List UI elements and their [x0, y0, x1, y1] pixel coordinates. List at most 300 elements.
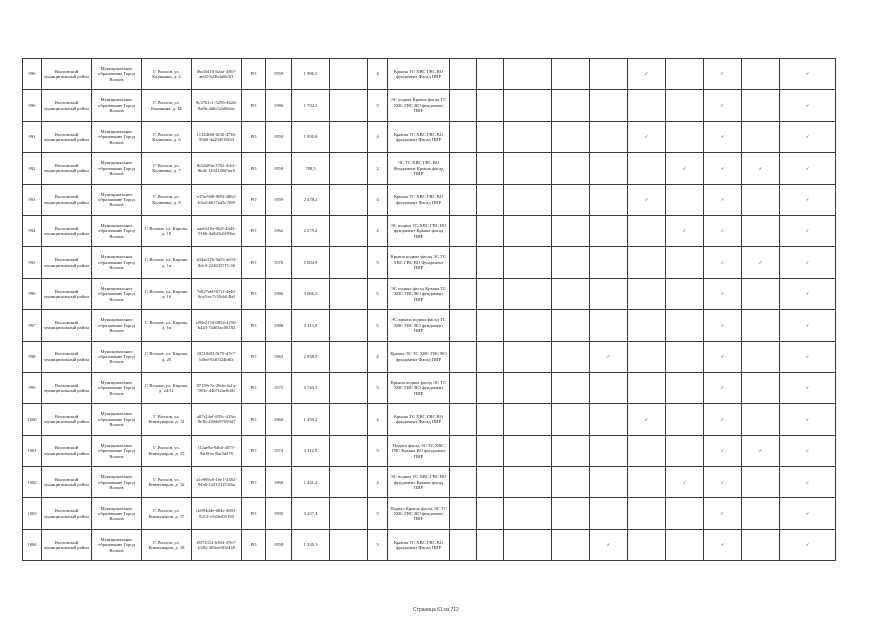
empty-cell — [742, 310, 780, 341]
address-cell: Г. Волхов, ул. Кирова, д. 24/11 — [142, 372, 192, 403]
empty-cell — [330, 278, 368, 309]
fund-form-cell: РО — [242, 372, 266, 403]
empty-cell — [590, 467, 628, 498]
build-year-cell: 1974 — [266, 435, 292, 466]
check-mark-cell — [780, 529, 836, 560]
empty-cell — [742, 90, 780, 121]
check-mark-cell — [704, 59, 742, 90]
check-mark-icon: ✓ — [805, 197, 810, 203]
address-cell: Г. Волхов, ул. Кирова, д. 18 — [142, 215, 192, 246]
empty-cell — [477, 121, 504, 152]
check-mark-cell — [704, 121, 742, 152]
building-code-cell: 8c37b1c1-5256-462d-8a8b-4d6c52a062ac — [192, 90, 242, 121]
check-mark-icon: ✓ — [720, 102, 725, 108]
check-mark-icon: ✓ — [758, 165, 763, 171]
check-mark-cell — [780, 278, 836, 309]
district-cell: Волховский муниципальный район — [42, 59, 92, 90]
check-mark-icon: ✓ — [644, 71, 649, 77]
empty-cell — [450, 341, 477, 372]
empty-cell — [450, 215, 477, 246]
table-row — [23, 529, 836, 560]
check-mark-icon: ✓ — [720, 165, 725, 171]
row-number-cell: 996 — [23, 278, 42, 309]
building-code-cell: fb32a09a-3702-4cb1-8b4f-1434140d5ee5 — [192, 153, 242, 184]
empty-cell — [628, 90, 666, 121]
empty-cell — [450, 59, 477, 90]
empty-cell — [450, 435, 477, 466]
empty-cell — [590, 498, 628, 529]
empty-cell — [552, 90, 590, 121]
fund-form-cell: РО — [242, 184, 266, 215]
empty-cell — [504, 153, 552, 184]
building-code-cell: cb994d4e-d04e-4693-8213-c5d4ef05194 — [192, 498, 242, 529]
empty-cell — [552, 372, 590, 403]
area-cell: 2 058,9 — [292, 341, 330, 372]
settlement-cell: Муниципальное образование Город Волхов — [92, 529, 142, 560]
building-code-cell: e98e2134-0854-4250-b443-7ad03ac08182 — [192, 310, 242, 341]
settlement-cell: Муниципальное образование Город Волхов — [92, 153, 142, 184]
works-list-cell: ЭС подвал ТС ХВС ГВС ВО фундамент Крыша фасад ПИР — [388, 467, 450, 498]
empty-cell — [504, 498, 552, 529]
table-row — [23, 467, 836, 498]
empty-cell — [504, 59, 552, 90]
district-cell: Волховский муниципальный район — [42, 372, 92, 403]
empty-cell — [628, 310, 666, 341]
check-mark-icon: ✓ — [720, 354, 725, 359]
empty-cell — [552, 467, 590, 498]
check-mark-icon: ✓ — [720, 134, 725, 140]
row-number-cell: 997 — [23, 310, 42, 341]
district-cell: Волховский муниципальный район — [42, 153, 92, 184]
check-mark-icon: ✓ — [720, 416, 725, 422]
table-row — [23, 90, 836, 121]
empty-cell — [330, 529, 368, 560]
address-cell: Г. Волхов, ул. Кирова, д. 1в — [142, 310, 192, 341]
building-code-cell: a87a14ef-d35c-419a-8e3b-449de97059d7 — [192, 404, 242, 435]
empty-cell — [504, 121, 552, 152]
empty-cell — [477, 498, 504, 529]
empty-cell — [330, 310, 368, 341]
building-code-cell: 7e027eb0-87cf-4a40-8ca5-ec7c59da14b0 — [192, 278, 242, 309]
floors-cell: 4 — [368, 215, 388, 246]
empty-cell — [504, 529, 552, 560]
check-mark-icon: ✓ — [720, 322, 725, 328]
check-mark-cell — [704, 404, 742, 435]
empty-cell — [450, 529, 477, 560]
empty-cell — [742, 372, 780, 403]
address-cell: Г. Волхов, ул. Коммунаров, д. 15 — [142, 435, 192, 466]
row-number-cell: 1000 — [23, 404, 42, 435]
address-cell: Г. Волхов, ул. Кирова, д. 16 — [142, 278, 192, 309]
check-mark-icon: ✓ — [805, 165, 810, 171]
area-cell: 788,5 — [292, 153, 330, 184]
check-mark-cell — [666, 215, 704, 246]
build-year-cell: 1962 — [266, 215, 292, 246]
settlement-cell: Муниципальное образование Город Волхов — [92, 435, 142, 466]
check-mark-cell — [742, 435, 780, 466]
check-mark-cell — [704, 184, 742, 215]
building-code-cell: f12ae9a-9db3-4075-9a00-bc5be3d478 — [192, 435, 242, 466]
empty-cell — [330, 184, 368, 215]
area-cell: 2 275,2 — [292, 215, 330, 246]
area-cell: 1 441,2 — [292, 467, 330, 498]
empty-cell — [628, 215, 666, 246]
empty-cell — [628, 498, 666, 529]
check-mark-icon: ✓ — [720, 510, 725, 516]
empty-cell — [552, 341, 590, 372]
district-cell: Волховский муниципальный район — [42, 467, 92, 498]
empty-cell — [450, 153, 477, 184]
empty-cell — [330, 153, 368, 184]
table-row — [23, 372, 836, 403]
empty-cell — [552, 153, 590, 184]
check-mark-cell — [780, 121, 836, 152]
check-mark-cell — [704, 467, 742, 498]
empty-cell — [666, 90, 704, 121]
empty-cell — [477, 310, 504, 341]
table-row — [23, 341, 836, 372]
fund-form-cell: РО — [242, 467, 266, 498]
check-mark-cell — [780, 247, 836, 278]
works-list-cell: Подвал фасад ЭС ТС ХВС ГВС Крыша ВО фундамент ПИР — [388, 435, 450, 466]
empty-cell — [330, 404, 368, 435]
empty-cell — [504, 278, 552, 309]
empty-cell — [450, 372, 477, 403]
empty-cell — [477, 247, 504, 278]
works-list-cell: Крыша подвал фасад ЭС ТС ХВС ГВС ВО фундамент ПИР — [388, 372, 450, 403]
address-cell: Г. Волхов, ул. Коммунаров, д. 17 — [142, 498, 192, 529]
settlement-cell: Муниципальное образование Город Волхов — [92, 184, 142, 215]
settlement-cell: Муниципальное образование Город Волхов — [92, 90, 142, 121]
check-mark-cell — [780, 153, 836, 184]
area-cell: 1 459,2 — [292, 404, 330, 435]
empty-cell — [666, 247, 704, 278]
row-number-cell: 1003 — [23, 498, 42, 529]
empty-cell — [666, 372, 704, 403]
empty-cell — [552, 184, 590, 215]
empty-cell — [477, 215, 504, 246]
district-cell: Волховский муниципальный район — [42, 435, 92, 466]
table-row — [23, 310, 836, 341]
works-list-cell: Крыша ТС ХВС ГВС ВО фундамент Фасад ПИР — [388, 529, 450, 560]
table-row — [23, 404, 836, 435]
check-mark-icon: ✓ — [720, 479, 725, 485]
fund-form-cell: РО — [242, 278, 266, 309]
empty-cell — [628, 435, 666, 466]
empty-cell — [504, 310, 552, 341]
table-row — [23, 435, 836, 466]
fund-form-cell: РО — [242, 121, 266, 152]
empty-cell — [742, 529, 780, 560]
empty-cell — [666, 121, 704, 152]
check-mark-icon: ✓ — [805, 102, 810, 108]
table-row — [23, 498, 836, 529]
check-mark-icon: ✓ — [805, 291, 810, 297]
empty-cell — [666, 278, 704, 309]
empty-cell — [628, 372, 666, 403]
check-mark-icon: ✓ — [606, 542, 611, 548]
check-mark-icon: ✓ — [805, 228, 810, 234]
check-mark-cell — [780, 372, 836, 403]
check-mark-cell — [742, 247, 780, 278]
check-mark-icon: ✓ — [805, 385, 810, 391]
settlement-cell: Муниципальное образование Город Волхов — [92, 467, 142, 498]
floors-cell: 4 — [368, 467, 388, 498]
floors-cell: 5 — [368, 278, 388, 309]
row-number-cell: 1004 — [23, 529, 42, 560]
empty-cell — [477, 467, 504, 498]
build-year-cell: 1950 — [266, 153, 292, 184]
area-cell: 3 112,9 — [292, 435, 330, 466]
settlement-cell: Муниципальное образование Город Волхов — [92, 59, 142, 90]
check-mark-icon: ✓ — [644, 134, 649, 140]
check-mark-cell — [666, 153, 704, 184]
settlement-cell: Муниципальное образование Город Волхов — [92, 247, 142, 278]
empty-cell — [477, 153, 504, 184]
empty-cell — [450, 467, 477, 498]
district-cell: Волховский муниципальный район — [42, 184, 92, 215]
check-mark-cell — [780, 467, 836, 498]
check-mark-icon: ✓ — [644, 197, 649, 203]
empty-cell — [450, 278, 477, 309]
empty-cell — [590, 215, 628, 246]
empty-cell — [552, 278, 590, 309]
empty-cell — [628, 341, 666, 372]
build-year-cell: 1975 — [266, 372, 292, 403]
empty-cell — [552, 310, 590, 341]
settlement-cell: Муниципальное образование Город Волхов — [92, 372, 142, 403]
empty-cell — [504, 341, 552, 372]
area-cell: 5 004,9 — [292, 247, 330, 278]
row-number-cell: 999 — [23, 372, 42, 403]
empty-cell — [590, 90, 628, 121]
building-code-cell: aae0c1fb-f0a9-43d3-9166-4a8d3c0f39ba — [192, 215, 242, 246]
area-cell: 1 320,3 — [292, 529, 330, 560]
works-list-cell: Крыша подвал фасад ЭС ТС ХВС ГВС ВО Фундамент ПИР — [388, 247, 450, 278]
check-mark-icon: ✓ — [758, 448, 763, 454]
empty-cell — [330, 247, 368, 278]
empty-cell — [552, 215, 590, 246]
empty-cell — [552, 498, 590, 529]
building-code-cell: a1e969c8-10e1-4382-94a6-122131251f6e — [192, 467, 242, 498]
row-number-cell: 994 — [23, 215, 42, 246]
build-year-cell: 1960 — [266, 404, 292, 435]
fund-form-cell: РО — [242, 215, 266, 246]
settlement-cell: Муниципальное образование Город Волхов — [92, 341, 142, 372]
empty-cell — [590, 404, 628, 435]
check-mark-icon: ✓ — [720, 542, 725, 548]
check-mark-cell — [628, 59, 666, 90]
check-mark-icon: ✓ — [720, 448, 725, 454]
build-year-cell: 1959 — [266, 184, 292, 215]
works-list-cell: Крыша ТС ХВС ГВС ВО фундамент Фасад ПИР — [388, 121, 450, 152]
address-cell: Г. Волхов, ул. Кирова, д. 20 — [142, 341, 192, 372]
empty-cell — [666, 59, 704, 90]
empty-cell — [477, 435, 504, 466]
district-cell: Волховский муниципальный район — [42, 215, 92, 246]
district-cell: Волховский муниципальный район — [42, 247, 92, 278]
check-mark-cell — [780, 498, 836, 529]
check-mark-icon: ✓ — [720, 259, 725, 265]
check-mark-icon: ✓ — [606, 354, 611, 359]
floors-cell: 5 — [368, 247, 388, 278]
area-cell: 1 950,8 — [292, 121, 330, 152]
settlement-cell: Муниципальное образование Город Волхов — [92, 498, 142, 529]
empty-cell — [666, 529, 704, 560]
district-cell: Волховский муниципальный район — [42, 90, 92, 121]
check-mark-icon: ✓ — [805, 479, 810, 485]
building-code-cell: f8a45d10-b2aa-4367-ae02-b23b4a6b3f1 — [192, 59, 242, 90]
check-mark-cell — [780, 59, 836, 90]
settlement-cell: Муниципальное образование Город Волхов — [92, 215, 142, 246]
area-cell: 2 478,2 — [292, 184, 330, 215]
check-mark-icon: ✓ — [720, 385, 725, 391]
empty-cell — [666, 184, 704, 215]
empty-cell — [742, 215, 780, 246]
row-number-cell: 1002 — [23, 467, 42, 498]
check-mark-icon: ✓ — [720, 197, 725, 203]
area-cell: 1 986,5 — [292, 59, 330, 90]
fund-form-cell: РО — [242, 341, 266, 372]
empty-cell — [477, 59, 504, 90]
building-code-cell: f9f72312-b504-47b7-b38a-4f0ea1002438 — [192, 529, 242, 560]
table-row — [23, 121, 836, 152]
empty-cell — [666, 435, 704, 466]
district-cell: Волховский муниципальный район — [42, 498, 92, 529]
empty-cell — [666, 404, 704, 435]
empty-cell — [590, 435, 628, 466]
empty-cell — [628, 247, 666, 278]
address-cell: Г. Волхов, ул. Калинина, д. 4Б — [142, 90, 192, 121]
floors-cell: 2 — [368, 153, 388, 184]
floors-cell: 5 — [368, 372, 388, 403]
empty-cell — [742, 467, 780, 498]
address-cell: Г. Волхов, ул. Коммунаров, д. 14 — [142, 404, 192, 435]
address-cell: Г. Волхов, ул. Калинина, д. 7 — [142, 153, 192, 184]
check-mark-icon: ✓ — [720, 228, 725, 234]
empty-cell — [504, 435, 552, 466]
check-mark-cell — [704, 90, 742, 121]
check-mark-cell — [780, 341, 836, 372]
check-mark-icon: ✓ — [805, 71, 810, 77]
settlement-cell: Муниципальное образование Город Волхов — [92, 278, 142, 309]
empty-cell — [552, 529, 590, 560]
empty-cell — [590, 59, 628, 90]
empty-cell — [742, 121, 780, 152]
area-cell: 3 437,4 — [292, 498, 330, 529]
empty-cell — [552, 121, 590, 152]
check-mark-cell — [780, 310, 836, 341]
empty-cell — [590, 153, 628, 184]
empty-cell — [450, 310, 477, 341]
check-mark-icon: ✓ — [720, 71, 725, 77]
empty-cell — [330, 121, 368, 152]
floors-cell: 4 — [368, 404, 388, 435]
empty-cell — [504, 215, 552, 246]
check-mark-icon: ✓ — [805, 542, 810, 548]
empty-cell — [666, 310, 704, 341]
empty-cell — [330, 467, 368, 498]
district-cell: Волховский муниципальный район — [42, 121, 92, 152]
address-cell: Г. Волхов, ул. Калинина, д. 4 — [142, 59, 192, 90]
empty-cell — [330, 215, 368, 246]
build-year-cell: 1988 — [266, 310, 292, 341]
check-mark-icon: ✓ — [682, 479, 687, 485]
floors-cell: 5 — [368, 90, 388, 121]
fund-form-cell: РО — [242, 90, 266, 121]
check-mark-icon: ✓ — [682, 165, 687, 171]
empty-cell — [477, 90, 504, 121]
check-mark-cell — [628, 184, 666, 215]
address-cell: Г. Волхов, ул. Коммунаров, д. 18 — [142, 529, 192, 560]
works-list-cell: ЭС подвал ТС ХВС ГВС ВО фундамент Крыша фасад ПИР — [388, 215, 450, 246]
empty-cell — [628, 529, 666, 560]
check-mark-cell — [666, 467, 704, 498]
check-mark-cell — [780, 184, 836, 215]
page-number-label: Страница 61 из 712 — [413, 607, 459, 613]
fund-form-cell: РО — [242, 247, 266, 278]
empty-cell — [742, 59, 780, 90]
housing-registry-table — [22, 58, 836, 561]
check-mark-cell — [704, 435, 742, 466]
building-code-cell: a04ac57b-9a53-4e93-8dc3-2236357f7c36 — [192, 247, 242, 278]
building-code-cell: e37ac908-9f83-4862-b3e2-b617a45c7f69 — [192, 184, 242, 215]
table-row — [23, 59, 836, 90]
check-mark-cell — [704, 278, 742, 309]
floors-cell: 5 — [368, 498, 388, 529]
check-mark-cell — [704, 215, 742, 246]
fund-form-cell: РО — [242, 59, 266, 90]
address-cell: Г. Волхов, ул. Коммунаров, д. 16 — [142, 467, 192, 498]
check-mark-cell — [704, 372, 742, 403]
empty-cell — [330, 90, 368, 121]
build-year-cell: 1986 — [266, 90, 292, 121]
works-list-cell: ЭС подвал Крыша фасад ТС ХВС ГВС ВО фундамент ПИР — [388, 90, 450, 121]
empty-cell — [666, 498, 704, 529]
empty-cell — [742, 278, 780, 309]
check-mark-cell — [590, 529, 628, 560]
row-number-cell: 993 — [23, 184, 42, 215]
check-mark-icon: ✓ — [682, 228, 687, 234]
check-mark-icon: ✓ — [644, 416, 649, 422]
empty-cell — [477, 184, 504, 215]
check-mark-cell — [780, 435, 836, 466]
page-footer — [0, 607, 872, 613]
district-cell: Волховский муниципальный район — [42, 404, 92, 435]
settlement-cell: Муниципальное образование Город Волхов — [92, 404, 142, 435]
address-cell: Г. Волхов, ул. Кирова, д. 1а — [142, 247, 192, 278]
works-list-cell: Крыша ТС ХВС ГВС ВО фундамент Фасад ПИР — [388, 59, 450, 90]
empty-cell — [504, 247, 552, 278]
empty-cell — [628, 278, 666, 309]
empty-cell — [450, 404, 477, 435]
fund-form-cell: РО — [242, 404, 266, 435]
settlement-cell: Муниципальное образование Город Волхов — [92, 121, 142, 152]
empty-cell — [742, 341, 780, 372]
empty-cell — [552, 435, 590, 466]
floors-cell: 4 — [368, 341, 388, 372]
build-year-cell: 1986 — [266, 278, 292, 309]
area-cell: 1 702,3 — [292, 90, 330, 121]
empty-cell — [450, 498, 477, 529]
check-mark-cell — [742, 153, 780, 184]
empty-cell — [742, 404, 780, 435]
check-mark-cell — [628, 404, 666, 435]
empty-cell — [590, 184, 628, 215]
building-code-cell: 11344f60-6f30-4736-9560-4a294518f34 — [192, 121, 242, 152]
empty-cell — [628, 467, 666, 498]
empty-cell — [330, 372, 368, 403]
